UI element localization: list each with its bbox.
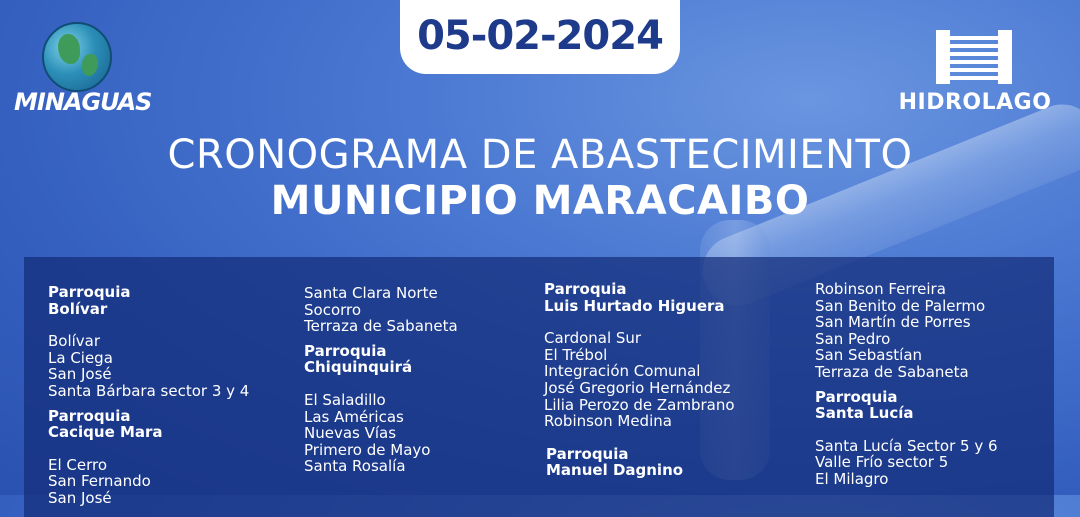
parish-name: Luis Hurtado Higuera [544, 296, 725, 315]
sector-item: El Milagro [815, 469, 889, 488]
sector-item: Integración Comunal [544, 362, 701, 381]
globe-icon [42, 22, 112, 92]
sector-item: Robinson Medina [544, 412, 672, 431]
sector-item: Valle Frío sector 5 [815, 453, 949, 472]
sector-item: El Cerro [48, 455, 108, 474]
parish-label: Parroquia [815, 387, 898, 406]
minaguas-logo [14, 20, 152, 120]
parish-label: Parroquia [48, 283, 131, 301]
schedule-column-1 [48, 284, 249, 507]
parish-heading [48, 408, 249, 441]
parish-heading [48, 284, 249, 317]
parish-label: Parroquia [304, 341, 387, 360]
parish-label: Parroquia [48, 406, 131, 425]
minaguas-logo-text: MINAGUAS [14, 88, 152, 116]
schedule-column-4 [815, 281, 998, 488]
hidrolago-h-icon [936, 30, 1012, 84]
sector-item: Bolívar [48, 332, 101, 351]
parish-name: Bolívar [48, 299, 108, 318]
schedule-column-2 [304, 285, 458, 475]
parish-label: Parroquia [546, 444, 629, 463]
sector-item: San Pedro [815, 329, 891, 348]
sector-item: San José [48, 488, 112, 507]
sector-item: San José [48, 365, 112, 384]
sector-item: Robinson Ferreira [815, 280, 946, 298]
sector-item: Cardonal Sur [544, 329, 642, 348]
parish-heading [544, 446, 735, 479]
sector-item: El Saladillo [304, 390, 386, 409]
date-badge [400, 0, 680, 74]
sector-item: José Gregorio Hernández [544, 378, 731, 397]
parish-name: Manuel Dagnino [546, 461, 684, 480]
sector-item: El Trébol [544, 345, 608, 364]
sector-item: San Sebastían [815, 346, 923, 365]
sector-item: Las Américas [304, 407, 404, 426]
sector-item: Socorro [304, 300, 362, 319]
sector-item: Santa Bárbara sector 3 y 4 [48, 381, 250, 400]
page-title: CRONOGRAMA DE ABASTECIMIENTO [167, 132, 913, 178]
parish-heading [544, 281, 735, 314]
sector-item: Terraza de Sabaneta [815, 362, 969, 381]
date-text: 05-02-2024 [417, 13, 663, 59]
sector-item: Primero de Mayo [304, 440, 431, 459]
sector-item: Terraza de Sabaneta [304, 317, 458, 336]
sector-item: Santa Rosalía [304, 457, 406, 476]
sector-item: Lilia Perozo de Zambrano [544, 395, 735, 414]
parish-label: Parroquia [544, 280, 627, 298]
parish-name: Santa Lucía [815, 404, 914, 423]
hidrolago-logo [880, 30, 1070, 120]
parish-heading [815, 389, 998, 422]
parish-name: Chiquinquirá [304, 358, 413, 377]
hidrolago-logo-text: HIDROLAGO [898, 90, 1052, 115]
page-subtitle: MUNICIPIO MARACAIBO [270, 178, 810, 224]
schedule-panel [24, 257, 1054, 517]
sector-item: Santa Clara Norte [304, 284, 438, 302]
sector-item: San Martín de Porres [815, 313, 971, 332]
sector-item: San Benito de Palermo [815, 296, 986, 315]
parish-heading [304, 343, 458, 376]
sector-item: San Fernando [48, 472, 151, 491]
parish-name: Cacique Mara [48, 423, 163, 442]
sector-item: Santa Lucía Sector 5 y 6 [815, 436, 998, 455]
schedule-column-3 [544, 281, 735, 479]
sector-item: Nuevas Vías [304, 424, 397, 443]
sector-item: La Ciega [48, 348, 113, 367]
